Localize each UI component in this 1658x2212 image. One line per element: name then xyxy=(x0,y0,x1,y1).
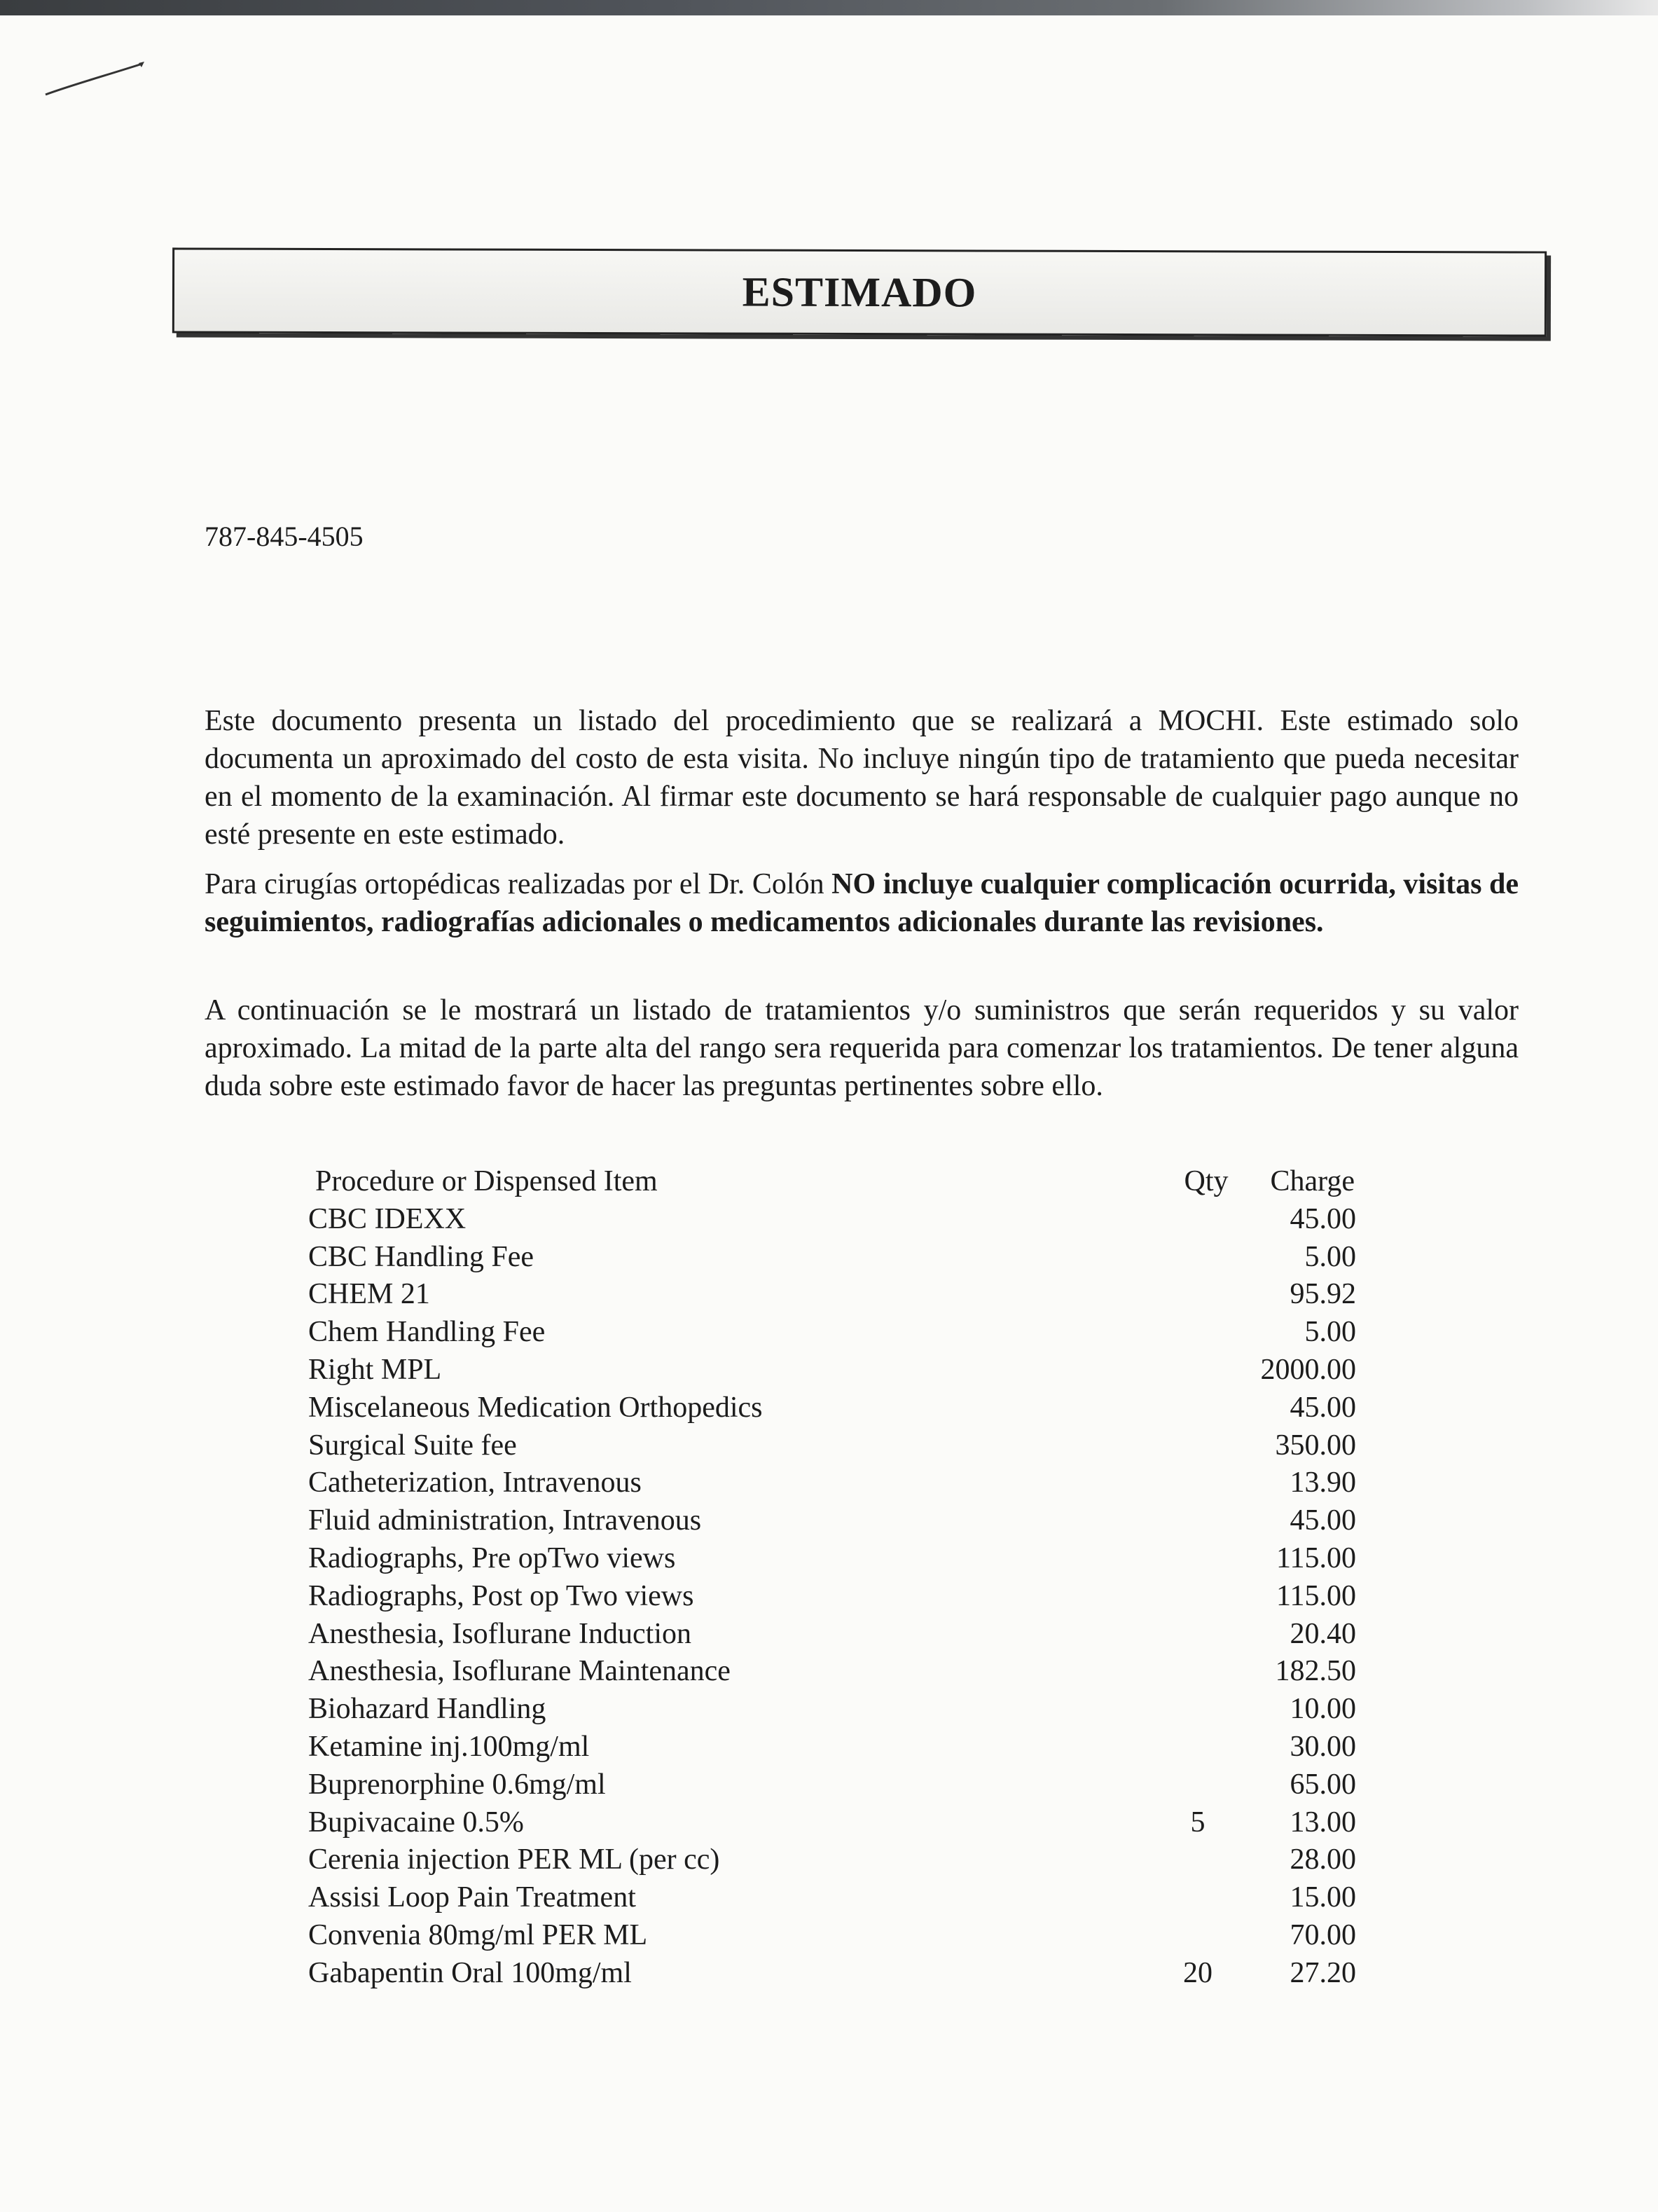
row-qty: 20 xyxy=(1183,1956,1213,1989)
row-item: Anesthesia, Isoflurane Induction xyxy=(308,1617,692,1650)
row-item: Radiographs, Pre opTwo views xyxy=(308,1541,676,1574)
document-title: ESTIMADO xyxy=(742,268,977,315)
row-charge: 5.00 xyxy=(1304,1316,1356,1349)
table-row xyxy=(308,1616,1356,1654)
table-row xyxy=(308,1766,1356,1804)
row-charge: 13.90 xyxy=(1290,1466,1356,1499)
row-item: Catheterization, Intravenous xyxy=(308,1466,642,1499)
row-charge: 27.20 xyxy=(1290,1956,1356,1989)
row-item: Convenia 80mg/ml PER ML xyxy=(308,1918,648,1951)
row-charge: 45.00 xyxy=(1290,1504,1356,1537)
row-item: CHEM 21 xyxy=(308,1278,430,1311)
disclaimer-normal-text: Para cirugías ortopédicas realizadas por el Dr. Colón xyxy=(205,868,832,900)
row-item: Chem Handling Fee xyxy=(308,1316,546,1349)
row-item: Fluid administration, Intravenous xyxy=(308,1504,702,1537)
table-row xyxy=(308,1841,1356,1879)
table-header xyxy=(308,1163,1355,1201)
row-charge: 115.00 xyxy=(1276,1579,1356,1612)
table-row xyxy=(308,1427,1356,1465)
row-charge: 115.00 xyxy=(1276,1541,1356,1574)
row-item: Ketamine inj.100mg/ml xyxy=(308,1730,590,1763)
table-row xyxy=(308,1201,1356,1239)
row-item: Bupivacaine 0.5% xyxy=(308,1806,524,1839)
row-item: Assisi Loop Pain Treatment xyxy=(308,1881,636,1914)
row-item: Gabapentin Oral 100mg/ml xyxy=(308,1956,632,1989)
row-qty: 5 xyxy=(1190,1806,1205,1839)
photo-background-edge xyxy=(0,0,1658,15)
table-row xyxy=(308,1502,1356,1540)
row-charge: 182.50 xyxy=(1275,1655,1356,1688)
table-row xyxy=(308,1691,1356,1729)
disclaimer-bold-text: NO incluye cualquier complicación ocurrida, visitas de seguimientos, radiografías adicionales o medicamentos adicionales durante las revisiones. xyxy=(205,868,1519,938)
row-item: Buprenorphine 0.6mg/ml xyxy=(308,1768,606,1801)
row-charge: 65.00 xyxy=(1290,1768,1356,1801)
phone-number: 787-845-4505 xyxy=(205,521,364,552)
table-row xyxy=(308,1653,1356,1691)
table-row xyxy=(308,1729,1356,1766)
row-charge: 70.00 xyxy=(1290,1918,1356,1951)
estimate-table xyxy=(308,1163,1356,1993)
row-item: Radiographs, Post op Two views xyxy=(308,1579,694,1612)
row-item: Anesthesia, Isoflurane Maintenance xyxy=(308,1655,731,1688)
table-row xyxy=(308,1540,1356,1578)
table-row xyxy=(308,1917,1356,1955)
table-row xyxy=(308,1879,1356,1917)
row-charge: 30.00 xyxy=(1290,1730,1356,1763)
row-item: Surgical Suite fee xyxy=(308,1429,517,1462)
row-charge: 350.00 xyxy=(1275,1429,1356,1462)
header-item: Procedure or Dispensed Item xyxy=(315,1165,658,1197)
row-item: Right MPL xyxy=(308,1353,442,1386)
header-qty: Qty xyxy=(1184,1165,1229,1197)
intro-paragraph: Este documento presenta un listado del procedimiento que se realizará a MOCHI. Este estimado solo documenta un aproximado del costo de esta visita. No incluye ningún tipo de tratamiento que pueda necesitar en el momento de la examinación. Al firmar este documento se hará responsable de cualquier pago aunque no esté presente en este estimado. xyxy=(205,705,1519,851)
table-row xyxy=(308,1352,1356,1389)
row-charge: 13.00 xyxy=(1290,1806,1356,1839)
row-item: CBC Handling Fee xyxy=(308,1240,534,1273)
pen-mark xyxy=(42,56,147,98)
row-item: Cerenia injection PER ML (per cc) xyxy=(308,1843,720,1876)
row-charge: 45.00 xyxy=(1290,1202,1356,1235)
table-row xyxy=(308,1464,1356,1502)
treatment-list-paragraph: A continuación se le mostrará un listado de tratamientos y/o suministros que serán requeridos y su valor aproximado. La mitad de la parte alta del rango sera requerida para comenzar los tratamientos. De tener alguna duda sobre este estimado favor de hacer las preguntas pertinentes sobre ello. xyxy=(205,994,1519,1102)
table-row xyxy=(308,1276,1356,1314)
row-item: Miscelaneous Medication Orthopedics xyxy=(308,1391,763,1424)
table-row xyxy=(308,1239,1356,1277)
row-item: CBC IDEXX xyxy=(308,1202,467,1235)
title-box xyxy=(172,247,1547,336)
table-row xyxy=(308,1578,1356,1616)
row-charge: 5.00 xyxy=(1304,1240,1356,1273)
row-charge: 95.92 xyxy=(1290,1278,1356,1311)
header-charge: Charge xyxy=(1270,1165,1355,1197)
row-item: Biohazard Handling xyxy=(308,1693,546,1726)
table-row xyxy=(308,1314,1356,1352)
table-row xyxy=(308,1955,1356,1993)
row-charge: 20.40 xyxy=(1290,1617,1356,1650)
table-row xyxy=(308,1389,1356,1427)
row-charge: 15.00 xyxy=(1290,1881,1356,1914)
row-charge: 45.00 xyxy=(1290,1391,1356,1424)
row-charge: 10.00 xyxy=(1290,1693,1356,1726)
row-charge: 28.00 xyxy=(1290,1843,1356,1876)
table-row xyxy=(308,1804,1356,1842)
orthopedic-disclaimer-paragraph xyxy=(205,865,1519,941)
row-charge: 2000.00 xyxy=(1260,1353,1356,1386)
